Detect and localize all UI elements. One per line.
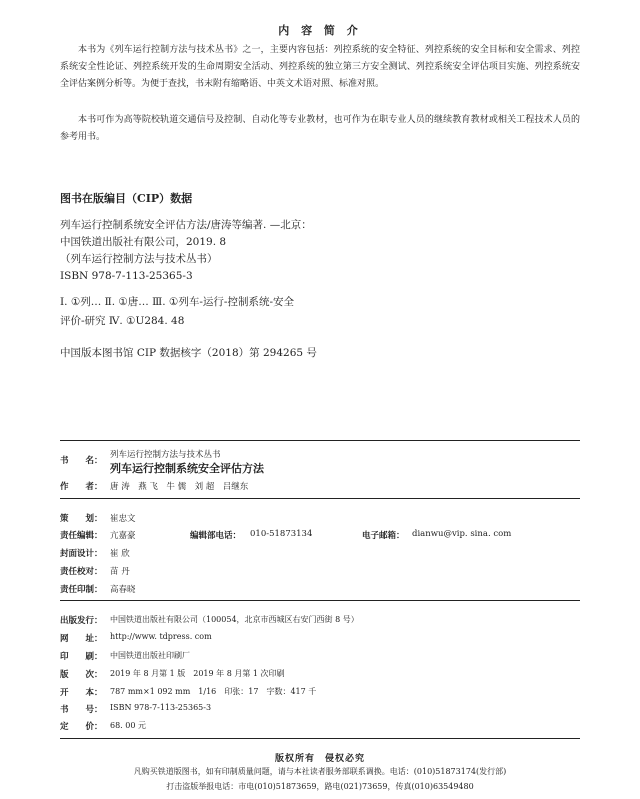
- edition-label: 版 次：: [60, 670, 103, 680]
- publisher-label: 出版发行：: [60, 616, 103, 626]
- email-value: dianwu@vip. sina. com: [412, 529, 512, 539]
- cip-line-6: 评价-研究 Ⅳ. ①U284. 48: [60, 315, 185, 327]
- isbn-label: 书 号：: [60, 705, 103, 715]
- printer-label: 印 刷：: [60, 652, 103, 662]
- cip-data-number: 中国版本图书馆 CIP 数据核字（2018）第 294265 号: [60, 347, 317, 359]
- intro-paragraph-2: 本书可作为高等院校轨道交通信号及控制、自动化等专业教材，也可作为在职专业人员的继续教育教材或相关工程技术人员的参考用书。: [60, 115, 580, 142]
- piracy-report-line: 打击盗版举报电话：市电(010)51873659，路电(021)73659，传真(010)63549480: [166, 782, 474, 791]
- rights-notice: 凡购买铁道版图书，如有印制质量问题，请与本社读者服务部联系调换。电话：(010)51873174(发行部): [133, 767, 507, 776]
- proofreader-label: 责任校对：: [60, 567, 103, 577]
- intro-title: 内 容 简 介: [278, 24, 362, 37]
- divider: [60, 440, 580, 441]
- website-value: http://www. tdpress. com: [110, 632, 212, 641]
- price-label: 定 价：: [60, 722, 103, 732]
- responsible-editor-label: 责任编辑：: [60, 531, 103, 541]
- isbn-value: ISBN 978-7-113-25365-3: [110, 703, 212, 712]
- edition-value: 2019 年 8 月第 1 版 2019 年 8 月第 1 次印刷: [110, 669, 285, 678]
- responsible-editor-value: 亢嘉豪: [110, 531, 136, 541]
- cip-line-4: ISBN 978-7-113-25365-3: [60, 270, 193, 282]
- cover-design-label: 封面设计：: [60, 549, 103, 559]
- print-supervisor-value: 高春晓: [110, 585, 136, 595]
- book-series: 列车运行控制方法与技术丛书: [110, 450, 221, 460]
- website-label: 网 址：: [60, 634, 103, 644]
- proofreader-value: 苗 丹: [110, 567, 130, 577]
- authors: 唐 涛 燕 飞 牛 儒 刘 超 吕继东: [110, 482, 249, 492]
- cip-line-1: 列车运行控制系统安全评估方法/唐涛等编著. —北京：: [60, 219, 312, 231]
- email-label: 电子邮箱：: [362, 531, 405, 541]
- planning-label: 策 划：: [60, 514, 103, 524]
- printer-value: 中国铁道出版社印刷厂: [110, 651, 190, 660]
- book-title-label: 书 名：: [60, 456, 103, 466]
- print-supervisor-label: 责任印制：: [60, 585, 103, 595]
- publisher-value: 中国铁道出版社有限公司（100054，北京市西城区右安门西街 8 号）: [110, 615, 359, 624]
- intro-paragraph-1: 本书为《列车运行控制方法与技术丛书》之一，主要内容包括：列控系统的安全特征、列控系统的安全目标和安全需求、列控系统安全性论证、列控系统开发的生命周期安全活动、列控系统的独立第三方安全测试、列控系统安全评估项目实施、列控系统安全评估案例分析等。为便于查找，书末附有缩略语、中英文术语对照、标准对照。: [60, 45, 580, 89]
- rights-title: 版权所有 侵权必究: [274, 754, 365, 764]
- cip-line-5: Ⅰ. ①列… Ⅱ. ①唐… Ⅲ. ①列车-运行-控制系统-安全: [60, 296, 294, 308]
- divider: [60, 600, 580, 601]
- cip-title: 图书在版编目（CIP）数据: [60, 192, 193, 205]
- cip-line-3: （列车运行控制方法与技术丛书）: [60, 253, 218, 265]
- divider: [60, 498, 580, 499]
- cip-line-2: 中国铁道出版社有限公司，2019. 8: [60, 236, 227, 248]
- divider: [60, 738, 580, 739]
- cover-design-value: 崔 欣: [110, 549, 130, 559]
- planning-value: 崔忠文: [110, 514, 136, 524]
- format-value: 787 mm×1 092 mm 1/16 印张：17 字数：417 千: [110, 687, 317, 696]
- editorial-phone-label: 编辑部电话：: [190, 531, 242, 541]
- editorial-phone: 010-51873134: [250, 529, 313, 539]
- author-label: 作 者：: [60, 482, 103, 492]
- format-label: 开 本：: [60, 688, 103, 698]
- price-value: 68. 00 元: [110, 721, 146, 730]
- book-title: 列车运行控制系统安全评估方法: [110, 462, 264, 475]
